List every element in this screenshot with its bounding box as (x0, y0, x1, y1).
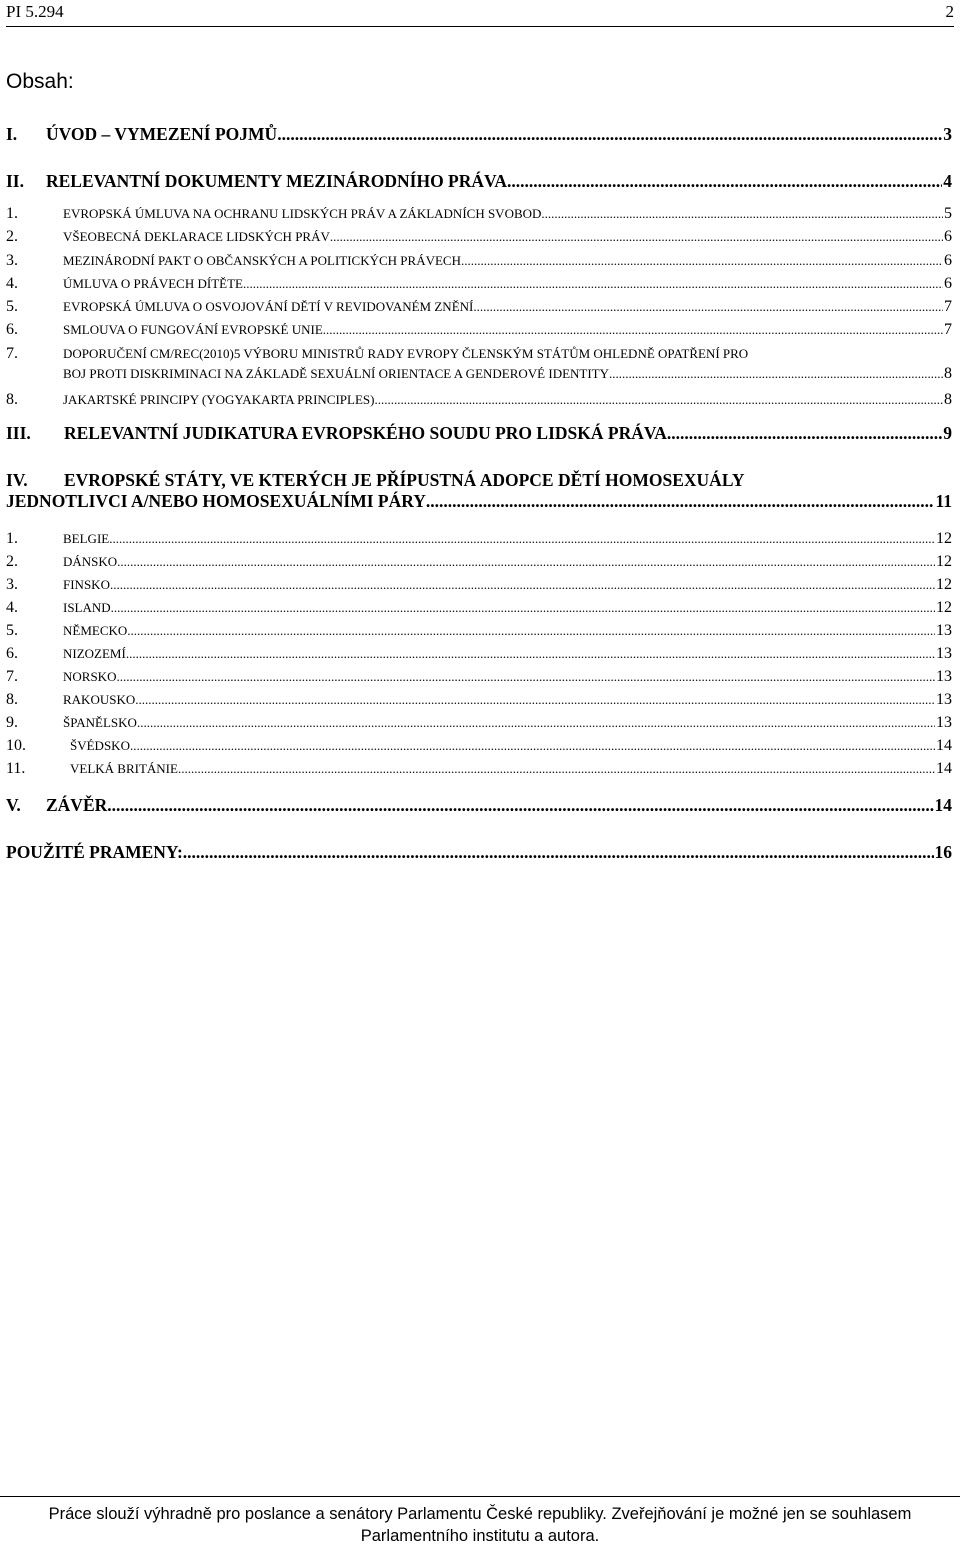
toc-entry-number: 2. (6, 228, 18, 245)
toc-entry-velka-britanie[interactable] (6, 760, 952, 778)
toc-entry-title: ŠPANĚLSKO (63, 715, 137, 730)
toc-entry-pouzite-prameny[interactable] (6, 842, 952, 863)
toc-title: Obsah: (6, 70, 74, 93)
toc-entry-number: 8. (6, 691, 18, 708)
toc-entry-title: FINSKO (63, 577, 110, 592)
toc-entry-page: 12 (936, 553, 952, 570)
toc-entry-number: 4. (6, 275, 18, 292)
toc-entry-relevantni-dokumenty[interactable] (6, 171, 952, 192)
toc-entry-nizozemi[interactable] (6, 645, 952, 663)
toc-entry-title: EVROPSKÁ ÚMLUVA NA OCHRANU LIDSKÝCH PRÁV A ZÁKLADNÍCH SVOBOD (63, 206, 542, 221)
toc-entry-mezinarodni-pakt[interactable] (6, 252, 952, 270)
toc-entry-number: 9. (6, 714, 18, 731)
toc-entry-uvod[interactable] (6, 124, 952, 145)
toc-entry-title: DÁNSKO (63, 554, 118, 569)
toc-entry-page: 12 (936, 576, 952, 593)
toc-entry-page: 6 (944, 252, 952, 269)
toc-entry-number: 7. (6, 345, 18, 362)
toc-entry-norsko[interactable] (6, 668, 952, 686)
toc-entry-title: ZÁVĚR (46, 795, 108, 815)
toc-entry-umluva-o-pravech-ditete[interactable] (6, 275, 952, 293)
toc-entry-title: NORSKO (63, 669, 117, 684)
document-id: PI 5.294 (6, 2, 64, 21)
toc-entry-number: 1. (6, 530, 18, 547)
toc-entry-doporuceni-cm-rec[interactable] (6, 345, 952, 383)
toc-entry-page: 13 (936, 622, 952, 639)
toc-entry-number: IV. (6, 470, 28, 490)
toc-entry-number: V. (6, 795, 21, 815)
toc-entry-title: RELEVANTNÍ DOKUMENTY MEZINÁRODNÍHO PRÁVA (46, 171, 508, 191)
toc-entry-number: 1. (6, 205, 18, 222)
toc-entry-umluva-o-osvojovani[interactable] (6, 298, 952, 316)
toc-entry-title: SMLOUVA O FUNGOVÁNÍ EVROPSKÉ UNIE (63, 322, 323, 337)
toc-entry-page: 9 (943, 423, 952, 443)
toc-entry-number: 11. (6, 760, 26, 777)
toc-entry-page: 8 (944, 365, 952, 382)
toc-entry-number: 10. (6, 737, 26, 754)
toc-entry-title: NIZOZEMÍ (63, 646, 126, 661)
toc-entry-page: 6 (944, 275, 952, 292)
toc-entry-number: 2. (6, 553, 18, 570)
toc-entry-number: 3. (6, 252, 18, 269)
toc-entry-page: 4 (943, 171, 952, 191)
footer-notice-line2: Parlamentního institutu a autora. (360, 1527, 600, 1545)
toc-entry-title: POUŽITÉ PRAMENY: (6, 842, 183, 862)
toc-entry-title: RAKOUSKO (63, 692, 136, 707)
toc-entry-title: ISLAND (63, 600, 111, 615)
page-number: 2 (945, 2, 954, 21)
toc-entry-number: 3. (6, 576, 18, 593)
toc-entry-jakartske-principy[interactable] (6, 391, 952, 409)
toc-entry-title-line2: JEDNOTLIVCI A/NEBO HOMOSEXUÁLNÍMI PÁRY (6, 491, 426, 511)
toc-entry-title: VŠEOBECNÁ DEKLARACE LIDSKÝCH PRÁV (63, 229, 330, 244)
toc-entry-page: 7 (944, 321, 952, 338)
toc-entry-page: 6 (944, 228, 952, 245)
footer-notice-line1: Práce slouží výhradně pro poslance a senátory Parlamentu České republiky. Zveřejňování je možné jen se souhlasem (48, 1505, 912, 1523)
toc-entry-title: ŠVÉDSKO (70, 738, 130, 753)
toc-entry-number: 5. (6, 622, 18, 639)
toc-entry-belgie[interactable] (6, 530, 952, 548)
toc-entry-number: 8. (6, 391, 18, 408)
toc-entry-title: ÚVOD – VYMEZENÍ POJMŮ (46, 124, 278, 144)
toc-entry-title: RELEVANTNÍ JUDIKATURA EVROPSKÉHO SOUDU PRO LIDSKÁ PRÁVA (64, 423, 667, 443)
toc-entry-page: 12 (936, 530, 952, 547)
toc-entry-number: 6. (6, 321, 18, 338)
toc-entry-island[interactable] (6, 599, 952, 617)
toc-entry-svedsko[interactable] (6, 737, 952, 755)
toc-entry-number: II. (6, 171, 24, 191)
toc-entry-zaver[interactable] (6, 795, 952, 816)
toc-entry-page: 14 (934, 795, 952, 815)
toc-entry-number: 5. (6, 298, 18, 315)
toc-entry-page: 16 (934, 842, 952, 862)
toc-entry-title: MEZINÁRODNÍ PAKT O OBČANSKÝCH A POLITICKÝCH PRÁVECH (63, 253, 461, 268)
toc-entry-title-line1: DOPORUČENÍ CM/REC(2010)5 VÝBORU MINISTRŮ RADY EVROPY ČLENSKÝM STÁTŮM OHLEDNĚ OPATŘENÍ PRO (63, 346, 749, 361)
toc-entry-page: 14 (936, 737, 952, 754)
toc-entry-number: I. (6, 124, 18, 144)
toc-entry-page: 5 (944, 205, 952, 222)
toc-entry-title: ÚMLUVA O PRÁVECH DÍTĚTE (63, 276, 243, 291)
toc-entry-title-line1: EVROPSKÉ STÁTY, VE KTERÝCH JE PŘÍPUSTNÁ ADOPCE DĚTÍ HOMOSEXUÁLY (64, 470, 745, 490)
toc-entry-title: NĚMECKO (63, 623, 128, 638)
toc-entry-number: 7. (6, 668, 18, 685)
toc-entry-page: 14 (936, 760, 952, 777)
toc-entry-evropske-staty[interactable] (6, 470, 952, 512)
toc-entry-title: BELGIE (63, 531, 110, 546)
toc-entry-vseobecna-deklarace[interactable] (6, 228, 952, 246)
toc-entry-spanelsko[interactable] (6, 714, 952, 732)
toc-entry-title: JAKARTSKÉ PRINCIPY (YOGYAKARTA PRINCIPLES) (63, 392, 375, 407)
toc-entry-finsko[interactable] (6, 576, 952, 594)
page-header (6, 0, 954, 27)
toc-entry-rakousko[interactable] (6, 691, 952, 709)
toc-entry-evropska-umluva-lidska-prava[interactable] (6, 205, 952, 223)
toc-entry-number: III. (6, 423, 31, 443)
toc-entry-page: 8 (944, 391, 952, 408)
toc-entry-title-line2: BOJ PROTI DISKRIMINACI NA ZÁKLADĚ SEXUÁLNÍ ORIENTACE A GENDEROVÉ IDENTITY (63, 366, 610, 381)
toc-entry-title: VELKÁ BRITÁNIE (70, 761, 178, 776)
toc-entry-nemecko[interactable] (6, 622, 952, 640)
toc-entry-page: 13 (936, 645, 952, 662)
toc-entry-number: 6. (6, 645, 18, 662)
toc-entry-number: 4. (6, 599, 18, 616)
toc-entry-page: 7 (944, 298, 952, 315)
page-footer (0, 1496, 960, 1547)
toc-entry-dansko[interactable] (6, 553, 952, 571)
toc-entry-smlouva-o-fungovani-eu[interactable] (6, 321, 952, 339)
toc-entry-relevantni-judikatura[interactable] (6, 423, 952, 444)
toc-entry-title: EVROPSKÁ ÚMLUVA O OSVOJOVÁNÍ DĚTÍ V REVIDOVANÉM ZNĚNÍ (63, 299, 474, 314)
toc-entry-page: 13 (936, 691, 952, 708)
toc-entry-page: 11 (935, 491, 952, 511)
toc-entry-page: 3 (943, 124, 952, 144)
toc-entry-page: 12 (936, 599, 952, 616)
toc-entry-page: 13 (936, 668, 952, 685)
toc-entry-page: 13 (936, 714, 952, 731)
